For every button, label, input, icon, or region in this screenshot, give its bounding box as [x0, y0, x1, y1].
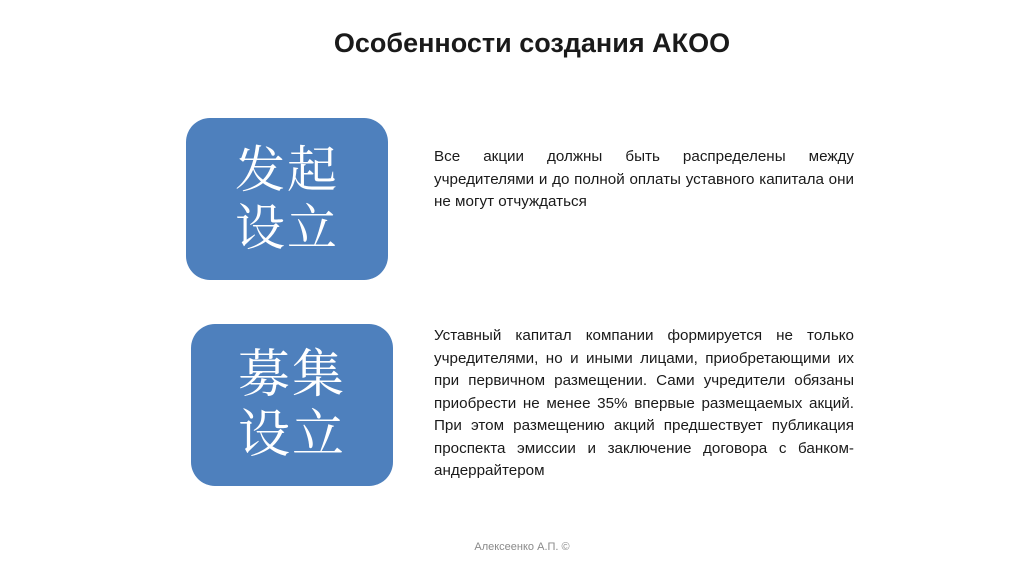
footer-credit: Алексеенко А.П. © — [474, 541, 570, 553]
block-description: Уставный капитал компании формируется не только учредителями, но и иными лицами, приобретающими их при первичном размещении. Сами учредители обязаны приобрести не менее 35% впервые размещаемых акций. При этом размещению акций предшествует публикация проспекта эмиссии и заключение договора с банком-андеррайтером — [434, 327, 854, 479]
slide-title: Особенности создания АКОО — [333, 28, 731, 58]
block-label-line-2: 设立 — [237, 405, 346, 465]
block-description: Все акции должны быть распределены между учредителями и до полной оплаты уставного капитала они не могут отчуждаться — [434, 148, 854, 210]
block-label-line-2: 设立 — [235, 199, 339, 257]
promotion-establishment-block — [186, 118, 388, 280]
subscription-establishment-block — [191, 324, 393, 486]
block-label-line-1: 募集 — [237, 345, 346, 405]
block-label-line-1: 发起 — [235, 141, 339, 199]
